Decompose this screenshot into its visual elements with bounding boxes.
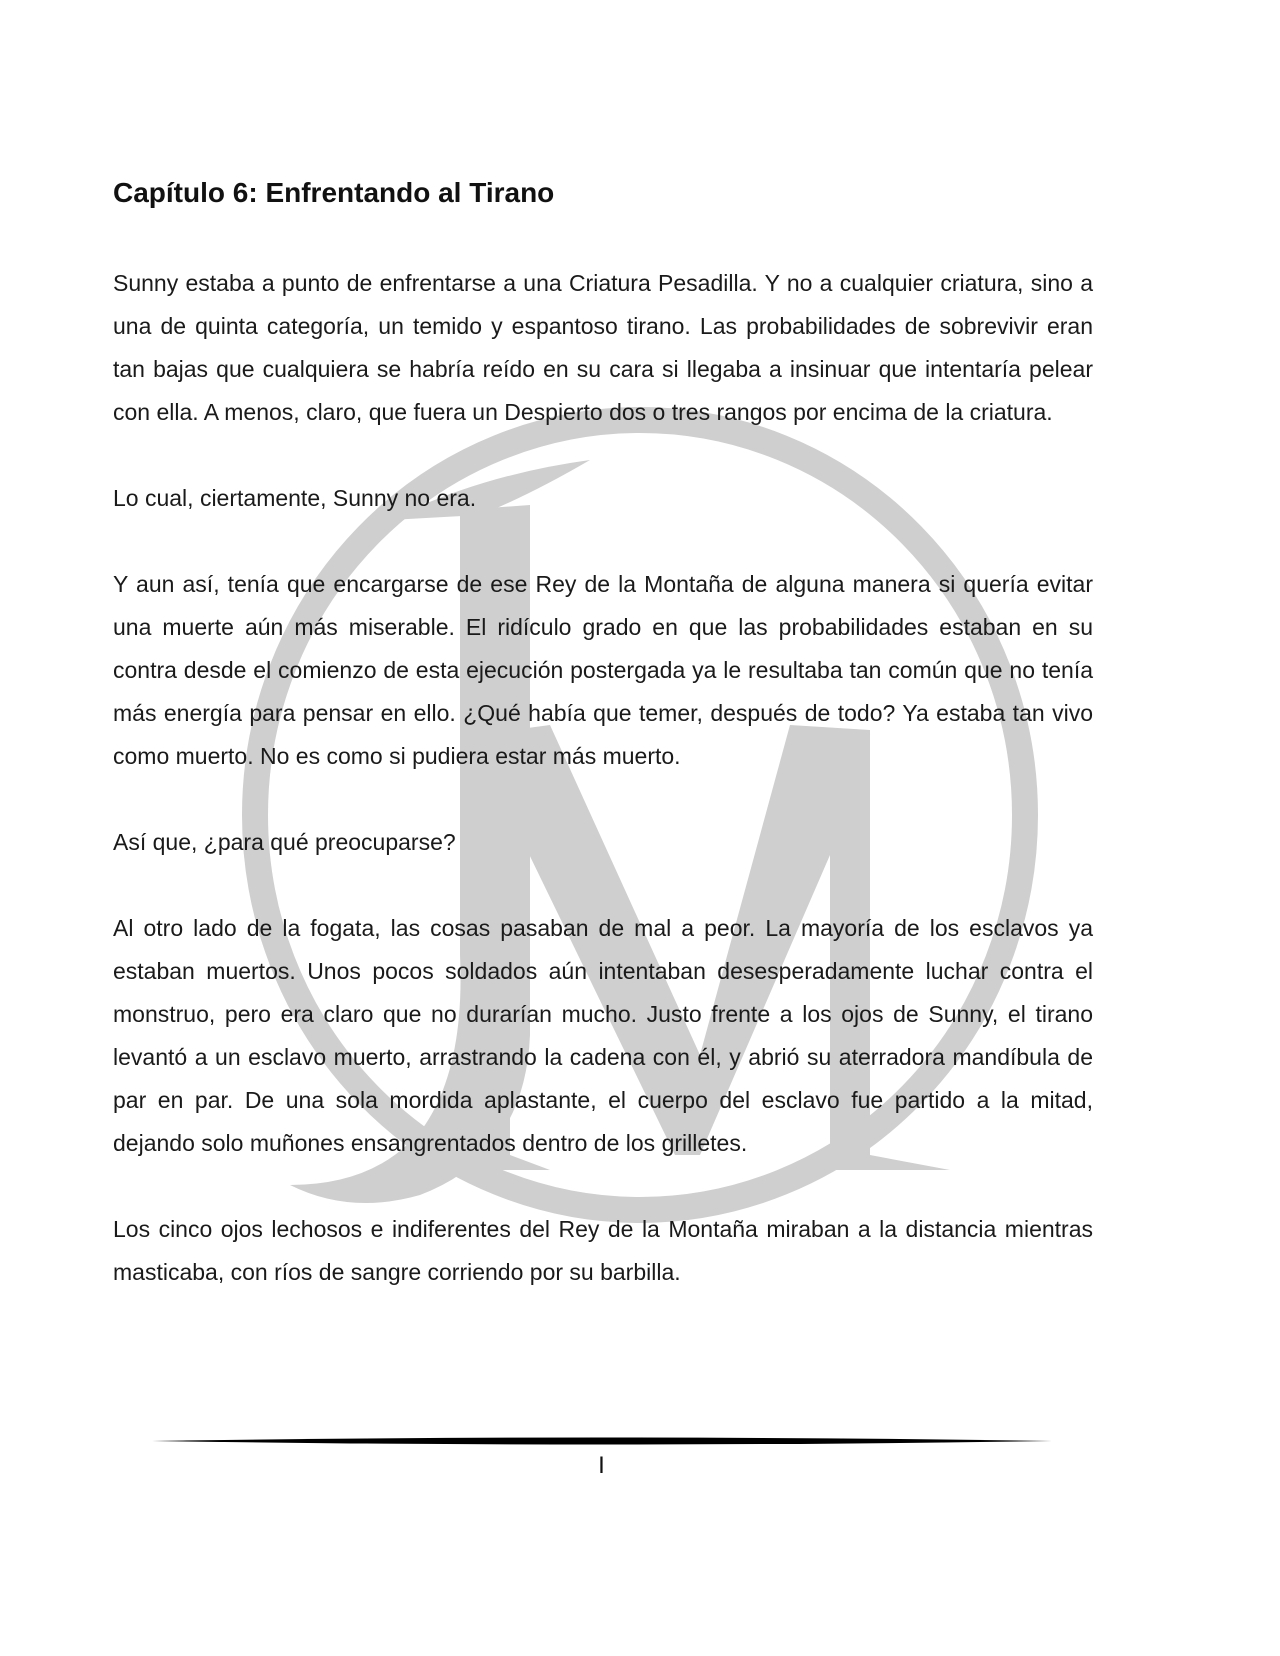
paragraph: Así que, ¿para qué preocuparse? xyxy=(113,829,456,855)
footer-divider-icon xyxy=(152,1435,1052,1447)
paragraph: Y aun así, tenía que encargarse de ese Rey de la Montaña de alguna manera si quería evitar una muerte aún más miserable. El ridículo grado en que las probabilidades estaban en su contra desde el comienzo de esta ejecución postergada ya le resultaba tan común que no tenía más energía para pensar en ello. ¿Qué había que temer, después de todo? Ya estaba tan vivo como muerto. No es como si pudiera estar más muerto. xyxy=(113,571,1093,769)
chapter-title: Capítulo 6: Enfrentando al Tirano xyxy=(113,177,555,208)
page-number: I xyxy=(598,1452,605,1479)
paragraph: Al otro lado de la fogata, las cosas pasaban de mal a peor. La mayoría de los esclavos ya estaban muertos. Unos pocos soldados aún intentaban desesperadamente luchar contra el monstruo, pero era claro que no durarían mucho. Justo frente a los ojos de Sunny, el tirano levantó a un esclavo muerto, arrastrando la cadena con él, y abrió su aterradora mandíbula de par en par. De una sola mordida aplastante, el cuerpo del esclavo fue partido a la mitad, dejando solo muñones ensangrentados dentro de los grilletes. xyxy=(113,915,1093,1156)
chapter-content xyxy=(113,172,1093,1294)
paragraph: Lo cual, ciertamente, Sunny no era. xyxy=(113,485,477,511)
paragraph: Sunny estaba a punto de enfrentarse a una Criatura Pesadilla. Y no a cualquier criatura, sino a una de quinta categoría, un temido y espantoso tirano. Las probabilidades de sobrevivir eran tan bajas que cualquiera se habría reído en su cara si llegaba a insinuar que intentaría pelear con ella. A menos, claro, que fuera un Despierto dos o tres rangos por encima de la criatura. xyxy=(113,270,1093,425)
paragraph: Los cinco ojos lechosos e indiferentes del Rey de la Montaña miraban a la distancia mientras masticaba, con ríos de sangre corriendo por su barbilla. xyxy=(113,1216,1093,1285)
